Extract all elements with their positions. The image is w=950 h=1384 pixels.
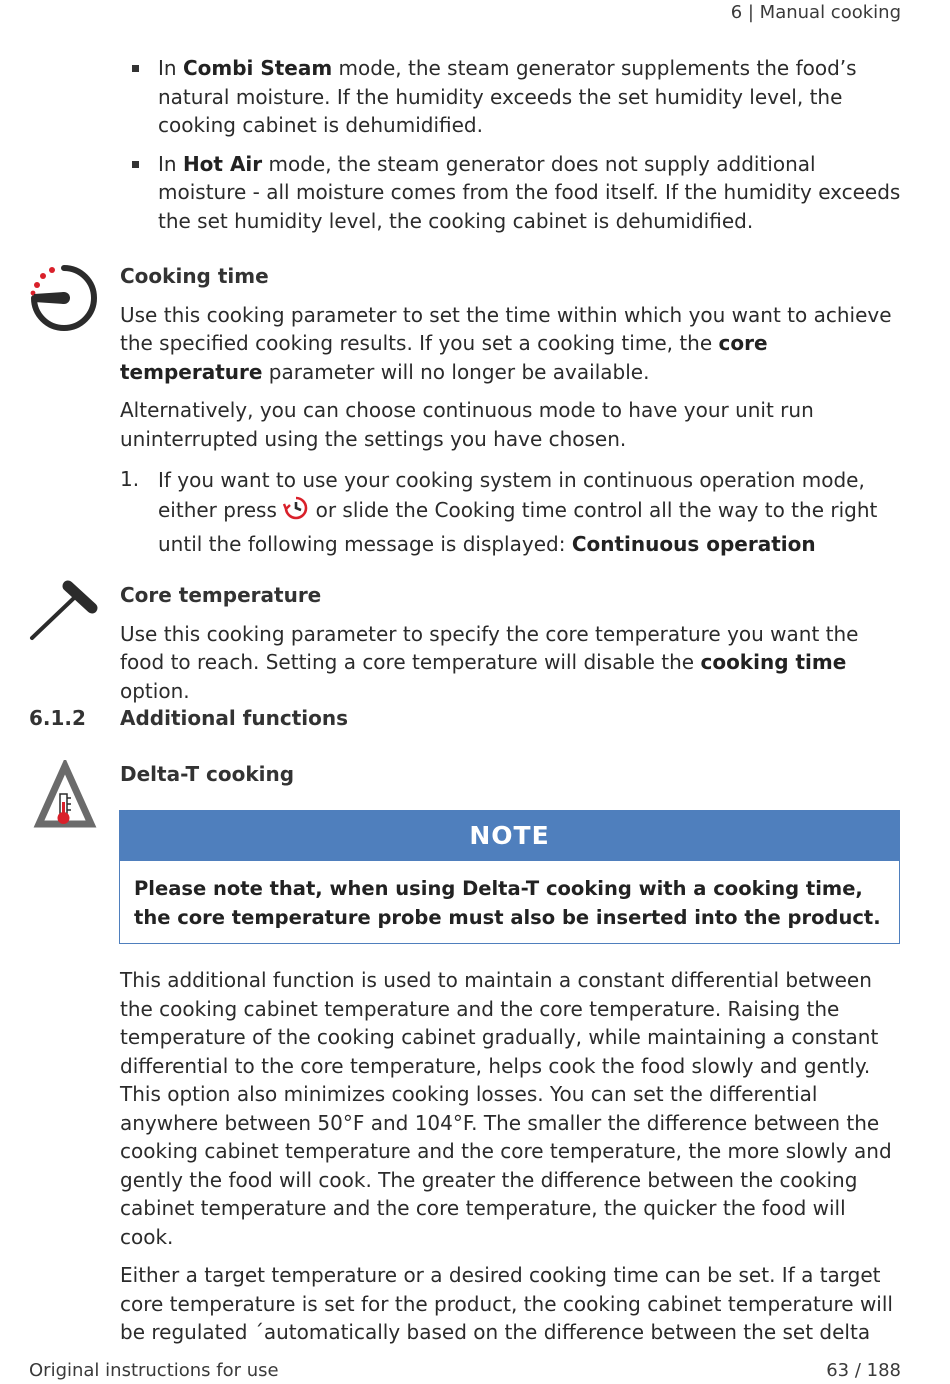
bullet-square-icon <box>132 161 139 168</box>
delta-t-body <box>120 966 905 1357</box>
list-item: In Combi Steam mode, the steam generator supplements the food’s natural moisture. If the humidity exceeds the set humidity level, the cooking cabinet is dehumidified. <box>132 54 902 140</box>
note-title: NOTE <box>120 811 899 861</box>
delta-t-icon <box>33 760 97 836</box>
continuous-mode-step: 1. If you want to use your cooking system in continuous operation mode, either press or slide the Cooking time control all the way to the right until the following message is displayed: Continuous operation <box>120 467 878 556</box>
cooking-time-icon <box>28 262 100 342</box>
core-temperature-probe-icon <box>28 580 100 650</box>
page-number: 63 / 188 <box>826 1360 901 1381</box>
step-number: 1. <box>120 467 140 491</box>
core-temperature-paragraph: Use this cooking parameter to specify the core temperature you want the food to reach. Setting a core temperature will disable the cooking time option. <box>120 621 859 703</box>
section-title: Additional functions <box>120 706 349 730</box>
continuous-mode-icon <box>283 495 309 529</box>
cooking-time-section <box>120 262 905 463</box>
continuous-mode-paragraph: Alternatively, you can choose continuous mode to have your unit run uninterrupted using the settings you have chosen. <box>120 398 814 451</box>
footer-doc-title: Original instructions for use <box>29 1360 279 1381</box>
mode-name: Hot Air <box>182 151 263 176</box>
cooking-time-heading: Cooking time <box>120 264 269 288</box>
mode-name: Combi Steam <box>182 56 333 80</box>
delta-t-paragraph: This additional function is used to maintain a constant differential between the cooking cabinet temperature and the core temperature. Raising the temperature of the cooking cabinet gradually, while maintaining a constant differential to the core temperature, helps cook the food slowly and gently. This option also minimizes cooking losses. You can set the differential anywhere between 50°F and 104°F. The smaller the difference between the cooking cabinet temperature and the core temperature, the more slowly and gently the food will cook. The greater the difference between the cooking cabinet temperature and the core temperature, the quicker the food will cook. <box>120 968 892 1249</box>
delta-t-paragraph-2: Either a target temperature or a desired cooking time can be set. If a target core temperature is set for the product, the cooking cabinet temperature will be regulated ´automatically based on the difference between the set delta <box>120 1263 893 1344</box>
note-text: Please note that, when using Delta-T cooking with a cooking time, the core temperature probe must also be inserted into the product. <box>134 877 881 929</box>
chapter-header: 6 | Manual cooking <box>730 2 901 23</box>
core-temperature-heading: Core temperature <box>120 583 322 607</box>
section-number: 6.1.2 <box>29 706 86 730</box>
list-item: In Hot Air mode, the steam generator does not supply additional moisture - all moisture comes from the food itself. If the humidity exceeds the set humidity level, the cooking cabinet is dehumidified. <box>132 150 902 236</box>
note-box <box>119 810 900 944</box>
bullet-square-icon <box>132 65 139 72</box>
cooking-time-paragraph: Use this cooking parameter to set the time within which you want to achieve the specified cooking results. If you set a cooking time, the core temperature parameter will no longer be available. <box>120 302 892 384</box>
mode-bullet-list <box>132 54 902 245</box>
delta-t-heading: Delta-T cooking <box>120 762 295 786</box>
core-temperature-section <box>120 581 905 715</box>
